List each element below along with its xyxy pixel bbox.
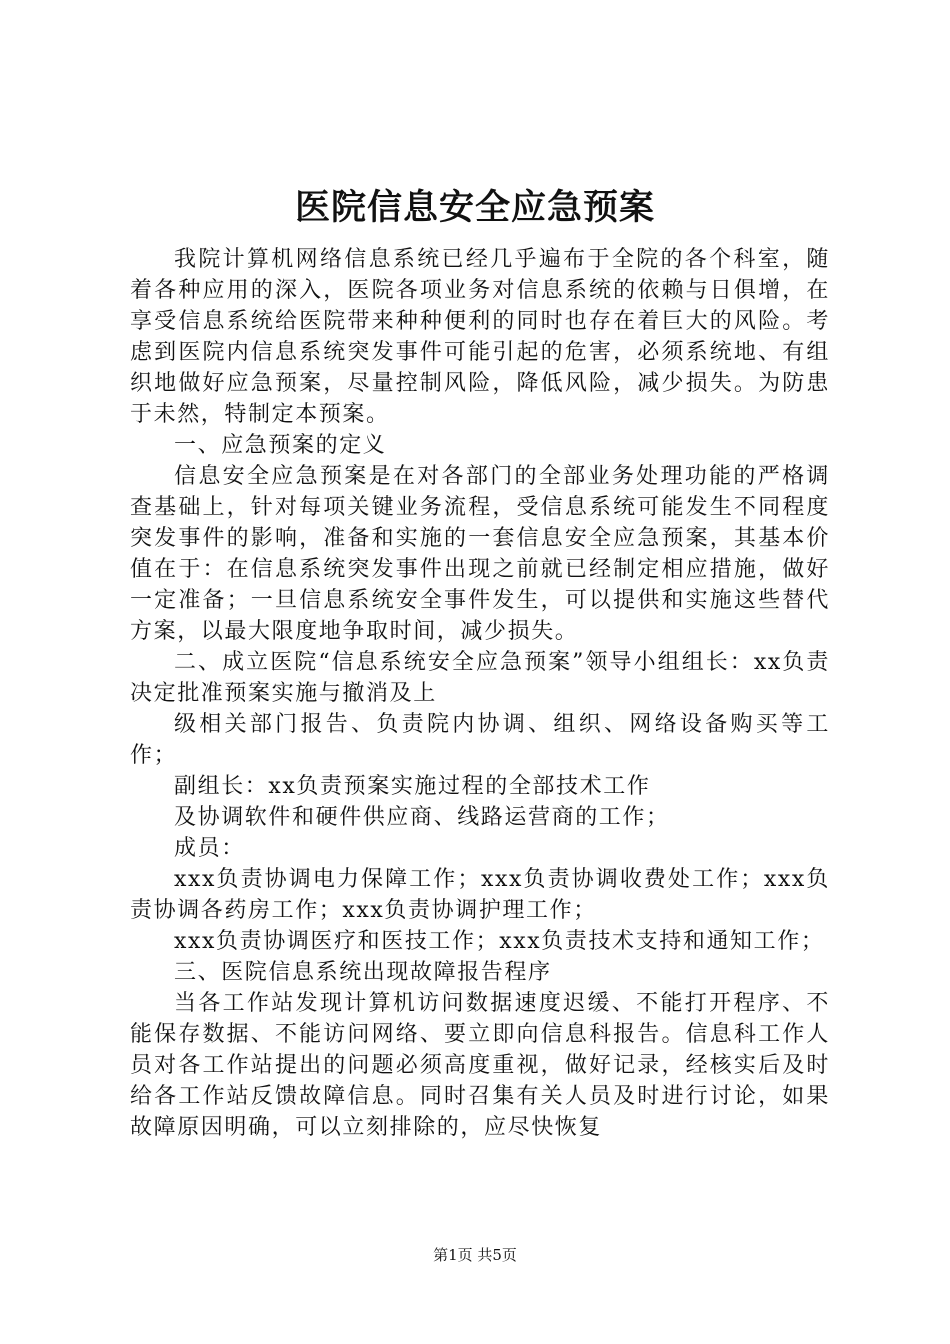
document-body: [130, 244, 830, 1143]
paragraph-members-1: xxx负责协调电力保障工作；xxx负责协调收费处工作；xxx负责协调各药房工作；xxx负责协调护理工作；: [130, 867, 830, 923]
heading-leadership-group: 二、成立医院“信息系统安全应急预案”领导小组组长：xx负责决定批准预案实施与撤消及上: [130, 650, 830, 706]
heading-fault-report: 三、医院信息系统出现故障报告程序: [174, 960, 552, 985]
paragraph-intro: 我院计算机网络信息系统已经几乎遍布于全院的各个科室，随着各种应用的深入，医院各项业务对信息系统的依赖与日俱增，在享受信息系统给医院带来种种便利的同时也存在着巨大的风险。考虑到医院内信息系统突发事件可能引起的危害，必须系统地、有组织地做好应急预案，尽量控制风险，降低风险，减少损失。为防患于未然，特制定本预案。: [130, 247, 830, 427]
paragraph-definition: 信息安全应急预案是在对各部门的全部业务处理功能的严格调查基础上，针对每项关键业务流程，受信息系统可能发生不同程度突发事件的影响，准备和实施的一套信息安全应急预案，其基本价值在于：在信息系统突发事件出现之前就已经制定相应措施，做好一定准备；一旦信息系统安全事件发生，可以提供和实施这些替代方案，以最大限度地争取时间，减少损失。: [130, 464, 830, 644]
paragraph-deputy-leader: 副组长：xx负责预案实施过程的全部技术工作: [174, 774, 651, 799]
paragraph-fault-report: 当各工作站发现计算机访问数据速度迟缓、不能打开程序、不能保存数据、不能访问网络、要立即向信息科报告。信息科工作人员对各工作站提出的问题必须高度重视，做好记录，经核实后及时给各工作站反馈故障信息。同时召集有关人员及时进行讨论，如果故障原因明确，可以立刻排除的，应尽快恢复: [130, 991, 830, 1140]
page-number-footer: 第1页 共5页: [433, 1246, 517, 1264]
heading-definition: 一、应急预案的定义: [174, 433, 387, 458]
paragraph-members-2: xxx负责协调医疗和医技工作；xxx负责技术支持和通知工作；: [174, 929, 825, 954]
paragraph-leader-duties: 级相关部门报告、负责院内协调、组织、网络设备购买等工作；: [130, 712, 830, 768]
paragraph-members-label: 成员：: [174, 836, 245, 861]
paragraph-deputy-duties: 及协调软件和硬件供应商、线路运营商的工作；: [174, 805, 670, 830]
page-title: 医院信息安全应急预案: [294, 187, 655, 228]
